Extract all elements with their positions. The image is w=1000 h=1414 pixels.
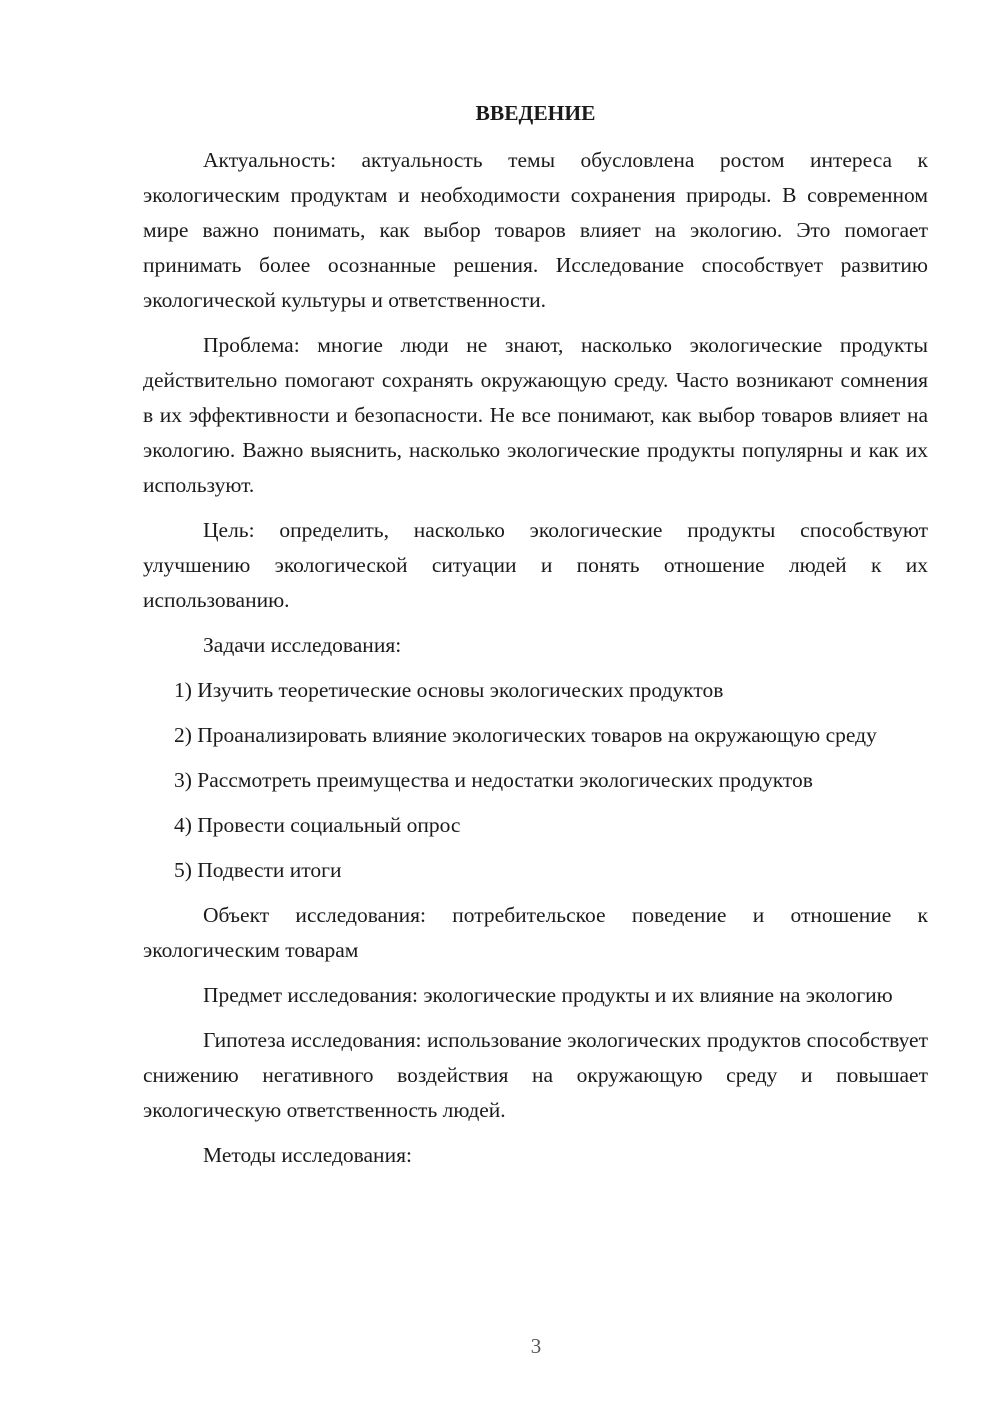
object-paragraph: Объект исследования: потребительское поведение и отношение к экологическим товарам — [143, 903, 928, 962]
goal-paragraph: Цель: определить, насколько экологические продукты способствуют улучшению экологической ситуации и понять отношение людей к их использованию. — [143, 518, 928, 612]
relevance-paragraph: Актуальность: актуальность темы обусловлена ростом интереса к экологическим продуктам и необходимости сохранения природы. В современном мире важно понимать, как выбор товаров влияет на экологию. Это помогает принимать более осознанные решения. Исследование способствует развитию экологической культуры и ответственности. — [143, 148, 928, 312]
section-heading: ВВЕДЕНИЕ — [475, 101, 596, 125]
page-number: 3 — [530, 1334, 542, 1358]
task-item-3: 3) Рассмотреть преимущества и недостатки экологических продуктов — [174, 768, 813, 792]
hypothesis-paragraph: Гипотеза исследования: использование экологических продуктов способствует снижению негативного воздействия на окружающую среду и повышает экологическую ответственность людей. — [143, 1028, 928, 1122]
task-item-2: 2) Проанализировать влияние экологических товаров на окружающую среду — [174, 723, 877, 747]
subject-paragraph: Предмет исследования: экологические продукты и их влияние на экологию — [203, 983, 893, 1007]
document-page — [143, 96, 928, 1183]
task-item-5: 5) Подвести итоги — [174, 858, 342, 882]
task-item-4: 4) Провести социальный опрос — [174, 813, 461, 837]
methods-title: Методы исследования: — [203, 1143, 412, 1167]
task-item-1: 1) Изучить теоретические основы экологических продуктов — [174, 678, 724, 702]
problem-paragraph: Проблема: многие люди не знают, насколько экологические продукты действительно помогают сохранять окружающую среду. Часто возникают сомнения в их эффективности и безопасности. Не все понимают, как выбор товаров влияет на экологию. Важно выяснить, насколько экологические продукты популярны и как их используют. — [143, 333, 928, 497]
tasks-title: Задачи исследования: — [203, 633, 402, 657]
